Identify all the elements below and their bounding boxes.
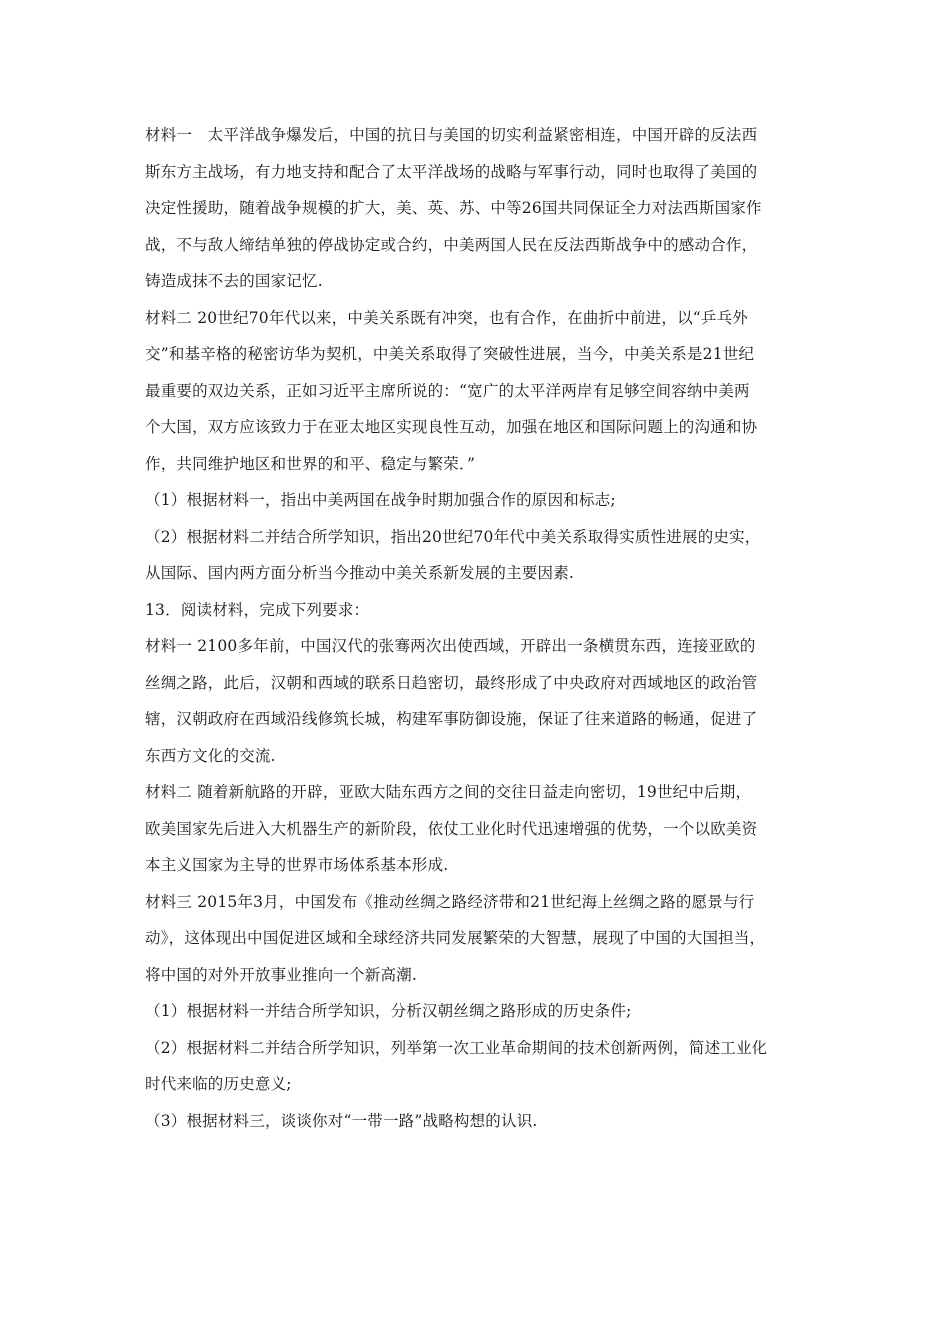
material-1-line-2: 斯东方主战场，有力地支持和配合了太平洋战场的战略与军事行动，同时也取得了美国的	[145, 162, 758, 181]
question-13-heading: 13．阅读材料，完成下列要求：	[145, 600, 370, 619]
q13-question-2-line-1: （2）根据材料二并结合所学知识，列举第一次工业革命期间的技术创新两例，简述工业化	[145, 1038, 768, 1057]
material-2-line-1: 材料二 20世纪70年代以来，中美关系既有冲突，也有合作，在曲折中前进，以“乒乓外	[145, 308, 748, 327]
q13-material-1-line-2: 丝绸之路，此后，汉朝和西域的联系日趋密切，最终形成了中央政府对西域地区的政治管	[145, 673, 758, 692]
material-2-line-4: 个大国，双方应该致力于在亚太地区实现良性互动，加强在地区和国际问题上的沟通和协	[145, 418, 758, 436]
material-1-line-3: 决定性援助，随着战争规模的扩大，美、英、苏、中等26国共同保证全力对法西斯国家作	[145, 199, 762, 217]
q13-material-3-line-1: 材料三 2015年3月，中国发布《推动丝绸之路经济带和21世纪海上丝绸之路的愿景与行	[145, 892, 755, 911]
q13-material-2-line-1: 材料二 随着新航路的开辟，亚欧大陆东西方之间的交往日益走向密切，19世纪中后期，	[145, 783, 752, 801]
q13-question-1: （1）根据材料一并结合所学知识，分析汉朝丝绸之路形成的历史条件;	[145, 1002, 632, 1020]
document-body	[145, 117, 813, 1139]
q13-question-3: （3）根据材料三，谈谈你对“一带一路”战略构想的认识.	[145, 1111, 538, 1130]
material-1-line-5: 铸造成抹不去的国家记忆.	[145, 272, 323, 290]
material-1-line-1: 材料一 太平洋战争爆发后，中国的抗日与美国的切实利益紧密相连，中国开辟的反法西	[145, 126, 758, 144]
q13-material-3-line-3: 将中国的对外开放事业推向一个新高潮.	[145, 965, 418, 984]
q13-material-1-line-3: 辖，汉朝政府在西域沿线修筑长城，构建军事防御设施，保证了往来道路的畅通，促进了	[145, 710, 758, 728]
question-1: （1）根据材料一，指出中美两国在战争时期加强合作的原因和标志;	[145, 491, 616, 509]
question-2-line-2: 从国际、国内两方面分析当今推动中美关系新发展的主要因素.	[145, 564, 575, 582]
q13-material-1-line-4: 东西方文化的交流.	[145, 746, 276, 765]
q13-material-1-line-1: 材料一 2100多年前，中国汉代的张骞两次出使西域，开辟出一条横贯东西，连接亚欧的	[145, 637, 756, 655]
q13-material-2-line-3: 本主义国家为主导的世界市场体系基本形成.	[145, 856, 449, 874]
material-2-line-2: 交”和基辛格的秘密访华为契机，中美关系取得了突破性进展，当今，中美关系是21世纪	[145, 345, 755, 363]
material-1-line-4: 战，不与敌人缔结单独的停战协定或合约，中美两国人民在反法西斯战争中的感动合作，	[145, 235, 758, 254]
q13-question-2-line-2: 时代来临的历史意义;	[145, 1075, 292, 1093]
q13-material-3-line-2: 动》，这体现出中国促进区域和全球经济共同发展繁荣的大智慧，展现了中国的大国担当，	[145, 929, 766, 947]
material-2-line-5: 作，共同维护地区和世界的和平、稳定与繁荣．”	[145, 454, 476, 473]
material-2-line-3: 最重要的双边关系，正如习近平主席所说的：“宽广的太平洋两岸有足够空间容纳中美两	[145, 381, 750, 400]
q13-material-2-line-2: 欧美国家先后进入大机器生产的新阶段，依仗工业化时代迅速增强的优势，一个以欧美资	[145, 819, 758, 838]
question-2-line-1: （2）根据材料二并结合所学知识，指出20世纪70年代中美关系取得实质性进展的史实，	[145, 527, 761, 546]
